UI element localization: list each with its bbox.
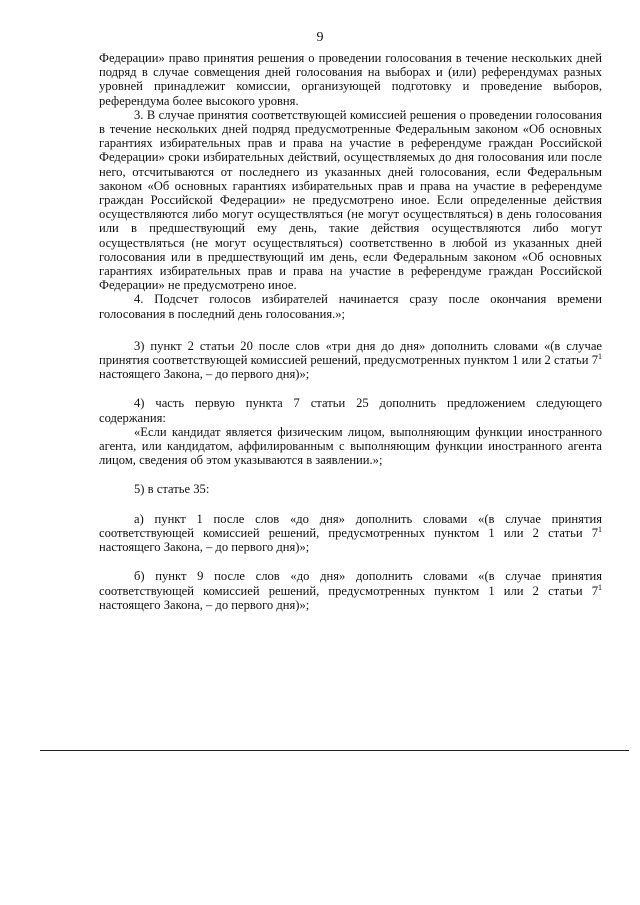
amendment-item-5a-tail: настоящего Закона, – до первого дня)»; (99, 540, 310, 555)
amendment-item-5b-text: б) пункт 9 после слов «до дня» дополнить словами «(в случае принятия соответствующей комиссией решений, предусмотренных пунктом 1 или 2 статьи 7 (99, 569, 602, 598)
amendment-item-5a-text: а) пункт 1 после слов «до дня» дополнить словами «(в случае принятия соответствующей комиссией решений, предусмотренных пунктом 1 или 2 статьи 7 (99, 511, 602, 540)
horizontal-divider (40, 750, 629, 751)
amendment-item-5b-tail: настоящего Закона, – до первого дня)»; (99, 597, 310, 612)
superscript: 1 (598, 582, 602, 592)
amendment-item-5: 5) в статье 35: (134, 482, 210, 497)
amendment-item-3-tail: настоящего Закона, – до первого дня)»; (99, 367, 310, 382)
amendment-item-5b (99, 569, 602, 612)
amendment-item-4: 4) часть первую пункта 7 статьи 25 дополнить предложением следующего содержания: (99, 396, 602, 425)
page-number: 9 (316, 30, 324, 45)
superscript: 1 (598, 351, 602, 361)
paragraph-3: 3. В случае принятия соответствующей комиссией решения о проведении голосования в течение нескольких дней подряд предусмотренные Федеральным законом «Об основных гарантиях избирательных прав и права на участие в референдуме граждан Российской Федерации» сроки избирательных действий, осуществляемых до дня голосования или после него, отсчитываются от последнего из указанных дней голосования, если Федеральным законом «Об основных гарантиях избирательных прав и права на участие в референдуме граждан Российской Федерации» не предусмотрено иное. Если определенные действия осуществляются либо могут осуществляться (не могут осуществляться) в день голосования или в предшествующий ему день, такие действия осуществляются либо могут осуществляться (не могут осуществляться) соответственно в любой из указанных дней голосования или в предшествующий им день, если Федеральным законом «Об основных гарантиях избирательных прав и права на участие в референдуме граждан Российской Федерации» не предусмотрено иное. (99, 107, 602, 293)
paragraph-4: 4. Подсчет голосов избирателей начинается сразу после окончания времени голосования в последний день голосования.»; (99, 292, 602, 321)
amendment-item-4-quote: «Если кандидат является физическим лицом, выполняющим функции иностранного агента, или кандидатом, аффилированным с выполняющим функции иностранного агента лицом, сведения об этом указываются в заявлении.»; (99, 424, 602, 468)
paragraph-continuation: Федерации» право принятия решения о проведении голосования в течение нескольких дней подряд в случае совмещения дней голосования на выборах и (или) референдумах разных уровней принадлежит комиссии, организующей подготовку и проведение выборов, референдума более высокого уровня. (99, 51, 602, 108)
amendment-item-3-text: 3) пункт 2 статьи 20 после слов «три дня до дня» дополнить словами «(в случае принятия соответствующей комиссией решений, предусмотренных пунктом 1 или 2 статьи 7 (99, 338, 602, 368)
amendment-item-5a (99, 512, 602, 555)
document-body (99, 51, 602, 612)
amendment-item-3 (99, 339, 602, 382)
superscript: 1 (598, 524, 602, 534)
